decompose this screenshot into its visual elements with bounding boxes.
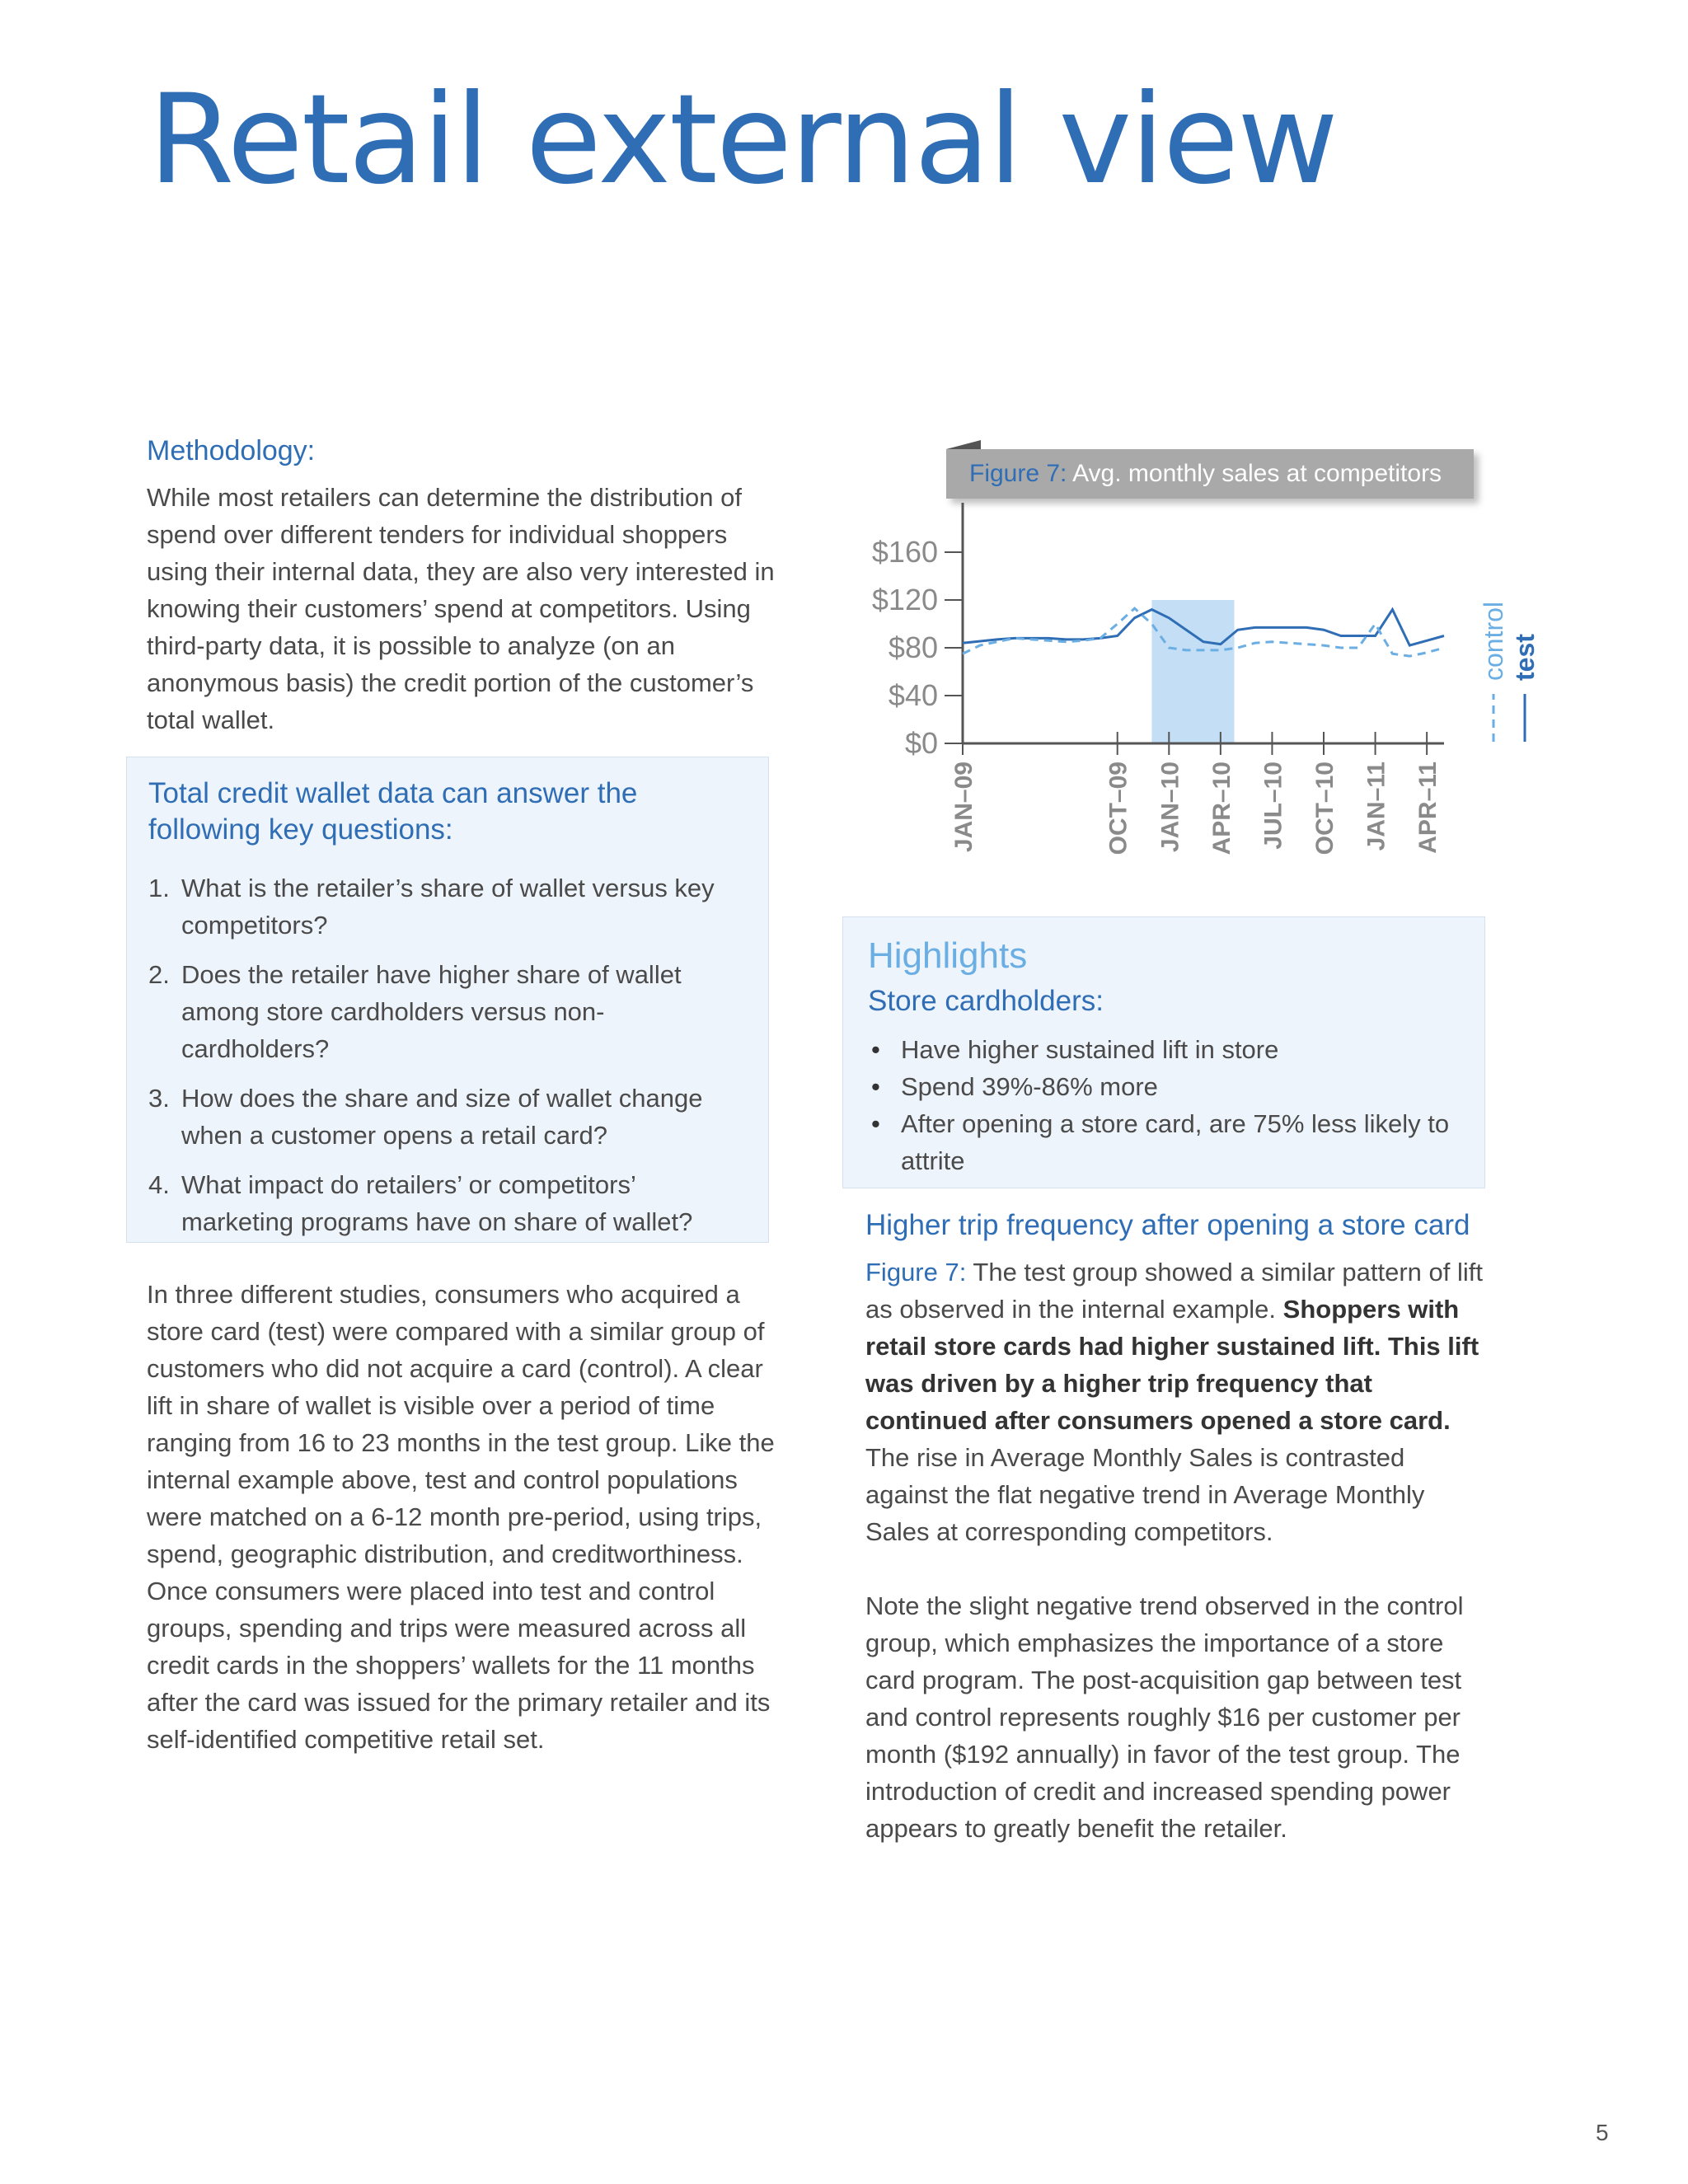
list-item-number: 3. [148, 1084, 170, 1113]
list-item-number: 4. [148, 1170, 170, 1199]
list-item [148, 1166, 747, 1240]
list-item: • Spend 39%-86% more [868, 1068, 1460, 1105]
trip-frequency-text [865, 1254, 1492, 1550]
highlights-box [842, 916, 1485, 1188]
figure-caption: Avg. monthly sales at competitors [1072, 460, 1442, 487]
key-questions-callout [126, 757, 769, 1243]
list-item: • Have higher sustained lift in store [868, 1031, 1460, 1068]
x-tick-label: OCT–10 [1311, 762, 1339, 855]
list-item-text: Does the retailer have higher share of wallet among store cardholders versus non-cardholders? [181, 960, 682, 1063]
sales-chart [824, 437, 1566, 898]
trip-text-bold: Shoppers with retail store cards had higher sustained lift. This lift was driven by a higher trip frequency that continued after consumers opened a store card. [865, 1295, 1479, 1435]
key-questions-list [148, 869, 747, 1240]
list-item-number: 2. [148, 960, 170, 989]
x-tick-label: JAN–09 [950, 762, 978, 853]
list-item-text: How does the share and size of wallet change when a customer opens a retail card? [181, 1084, 703, 1150]
x-tick-label: JAN–10 [1156, 762, 1184, 853]
highlight-band [1151, 600, 1234, 743]
methodology-text: While most retailers can determine the distribution of spend over different tenders for individual shoppers using their internal data, they are also very interested in knowing their customers’ spend at competitors. Using third-party data, it is possible to analyze (on an anonymous basis) the credit portion of the customer’s total wallet. [147, 483, 775, 734]
highlights-subtitle: Store cardholders: [868, 985, 1104, 1017]
x-tick-label: APR–11 [1414, 762, 1442, 854]
x-tick-label: OCT–09 [1104, 762, 1132, 855]
figure-number: Figure 7: [969, 460, 1067, 487]
y-tick-label: $40 [888, 678, 938, 712]
x-tick-label: JUL–10 [1259, 762, 1287, 850]
key-questions-heading: Total credit wallet data can answer the following key questions: [148, 777, 638, 846]
y-tick-label: $120 [871, 583, 938, 616]
figure-reference: Figure 7: [865, 1258, 967, 1286]
x-tick-label: JAN–11 [1362, 762, 1390, 851]
trip-text-a: The test group showed a similar pattern of lift as observed in the internal example. [865, 1258, 1483, 1324]
trip-text-b: The rise in Average Monthly Sales is contrasted against the flat negative trend in Average Monthly Sales at corresponding competitors. [865, 1443, 1425, 1546]
studies-section [147, 1276, 794, 1758]
list-item-text: What is the retailer’s share of wallet versus key competitors? [181, 874, 715, 940]
trip-frequency-section [865, 1207, 1492, 1847]
y-tick-label: $160 [871, 535, 938, 569]
legend-label-control: control [1479, 601, 1508, 681]
highlights-list [868, 1031, 1460, 1179]
x-tick-label: APR–10 [1207, 762, 1236, 855]
chart-svg [824, 437, 1566, 898]
list-item-number: 1. [148, 874, 170, 902]
methodology-heading: Methodology: [147, 435, 316, 466]
list-item [148, 956, 747, 1067]
page-title: Retail external view [148, 68, 1337, 212]
highlights-title: Highlights [868, 935, 1028, 976]
legend-label-test: test [1510, 634, 1540, 681]
list-item [148, 869, 747, 944]
methodology-section [147, 435, 781, 738]
list-item [148, 1080, 747, 1154]
page-number: 5 [1596, 2120, 1609, 2145]
list-item-text: What impact do retailers’ or competitors’ marketing programs have on share of wallet? [181, 1170, 693, 1236]
y-tick-label: $80 [888, 630, 938, 664]
list-item: • After opening a store card, are 75% less likely to attrite [868, 1105, 1460, 1179]
control-trend-text: Note the slight negative trend observed in the control group, which emphasizes the importance of a store card program. The post-acquisition gap between test and control represents roughly $16 per customer per month ($192 annually) in favor of the test group. The introduction of credit and increased spending power appears to greatly benefit the retailer. [865, 1591, 1464, 1843]
trip-frequency-heading: Higher trip frequency after opening a store card [865, 1209, 1470, 1241]
y-tick-label: $0 [904, 726, 938, 760]
studies-text: In three different studies, consumers who acquired a store card (test) were compared with a similar group of customers who did not acquire a card (control). A clear lift in share of wallet is visible over a period of time ranging from 16 to 23 months in the test group. Like the internal example above, test and control populations were matched on a 6-12 month pre-period, using trips, spend, geographic distribution, and creditworthiness. Once consumers were placed into test and control groups, spending and trips were measured across all credit cards in the shoppers’ wallets for the 11 months after the card was issued for the primary retailer and its self-identified competitive retail set. [147, 1280, 775, 1754]
